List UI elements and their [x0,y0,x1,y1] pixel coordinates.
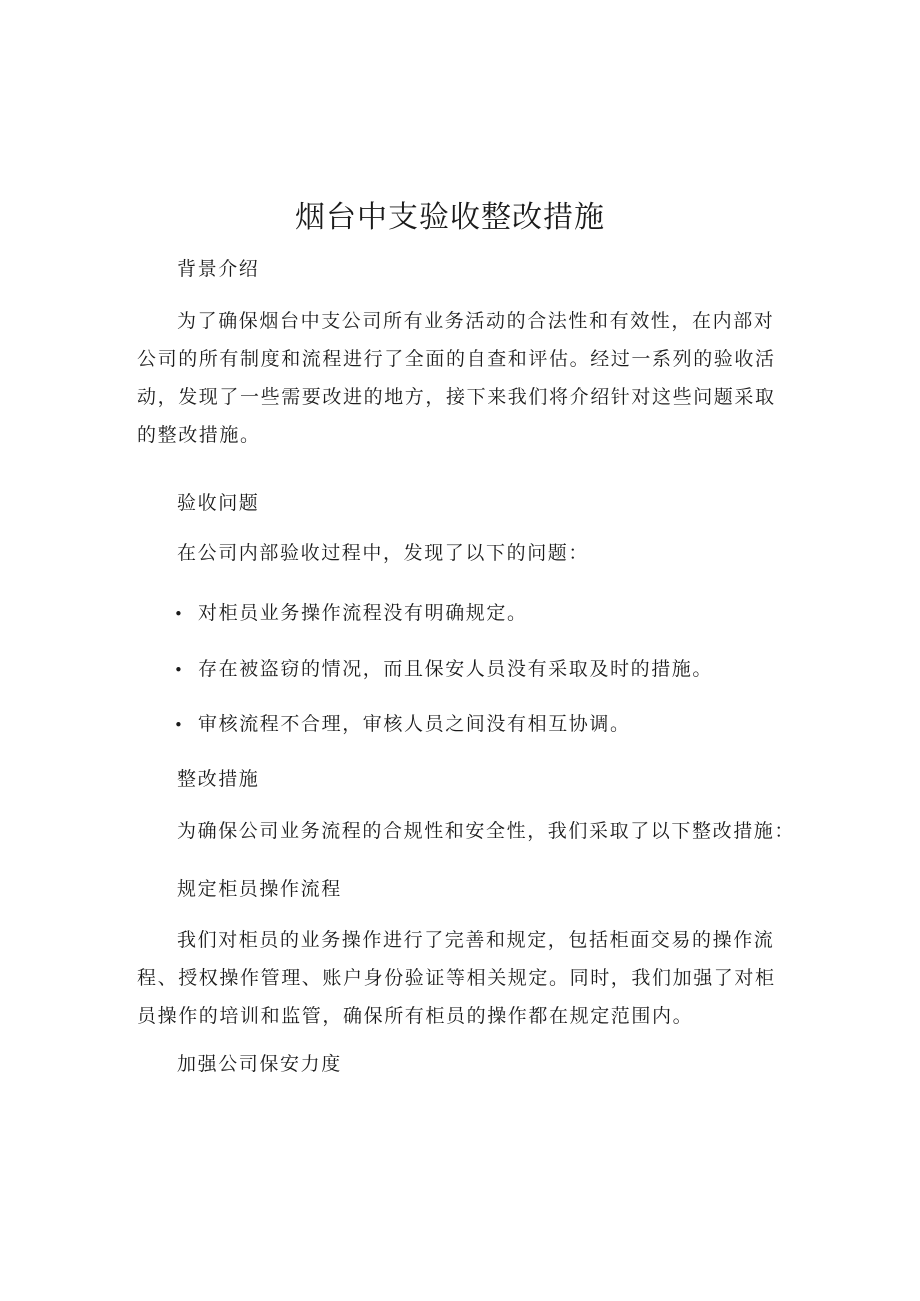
section-heading-issues: 验收问题 [177,492,260,514]
measure-heading-teller-process: 规定柜员操作流程 [177,878,342,900]
measures-intro-paragraph: 为确保公司业务流程的合规性和安全性，我们采取了以下整改措施： [177,820,796,842]
list-item [174,598,528,625]
issues-intro-paragraph: 在公司内部验收过程中，发现了以下的问题： [177,542,590,564]
bullet-icon: • [174,716,185,734]
document-title: 烟台中支验收整改措施 [295,200,605,235]
list-item [174,709,631,736]
bullet-icon: • [174,661,185,679]
measure-heading-security: 加强公司保安力度 [177,1053,342,1075]
list-item-text: 对柜员业务操作流程没有明确规定。 [198,602,528,624]
list-item [174,654,713,681]
section-heading-measures: 整改措施 [177,768,260,790]
measure-teller-process-paragraph: 我们对柜员的业务操作进行了完善和规定，包括柜面交易的操作流程、授权操作管理、账户身份验证等相关规定。同时，我们加强了对柜员操作的培训和监管，确保所有柜员的操作都在规定范围内。 [137,929,776,1027]
section-heading-background: 背景介绍 [177,258,260,280]
bullet-icon: • [174,605,185,623]
background-paragraph: 为了确保烟台中支公司所有业务活动的合法性和有效性，在内部对公司的所有制度和流程进行了全面的自查和评估。经过一系列的验收活动，发现了一些需要改进的地方，接下来我们将介绍针对这些问题采取的整改措施。 [137,310,776,446]
list-item-text: 审核流程不合理，审核人员之间没有相互协调。 [198,713,631,735]
list-item-text: 存在被盗窃的情况，而且保安人员没有采取及时的措施。 [198,658,714,680]
